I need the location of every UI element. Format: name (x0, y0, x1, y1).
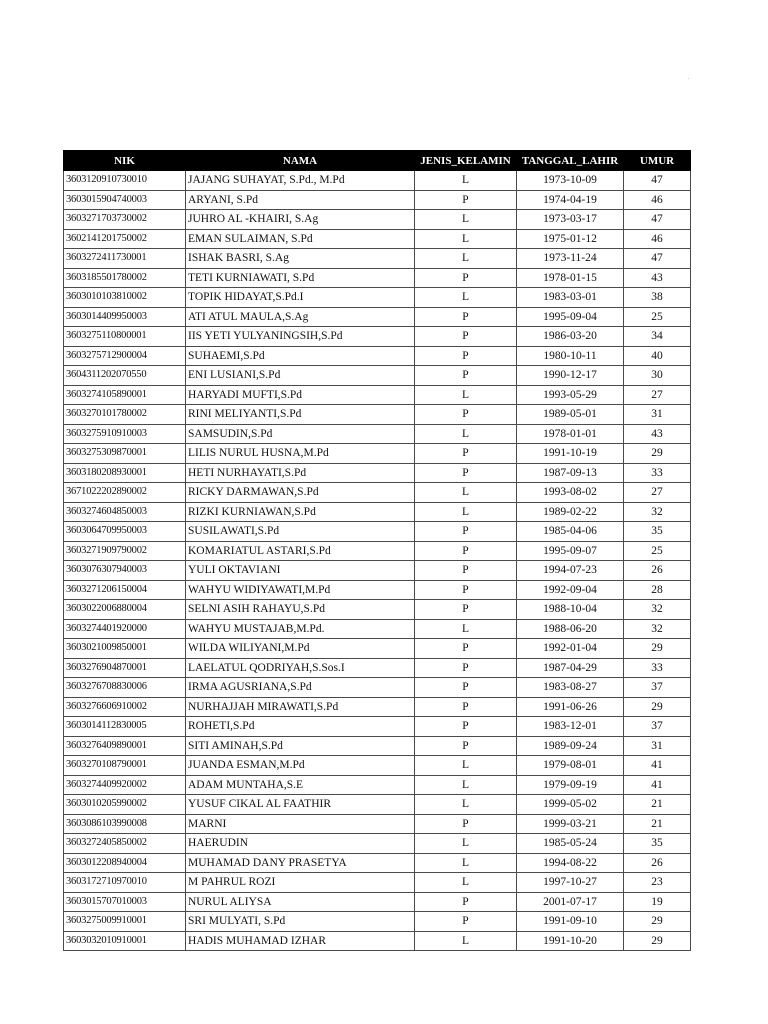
cell-umur: 37 (624, 678, 691, 698)
table-row (64, 210, 691, 230)
cell-tanggal-lahir: 1990-12-17 (517, 366, 624, 386)
table-row (64, 288, 691, 308)
cell-nama: HAERUDIN (186, 834, 415, 854)
cell-tanggal-lahir: 1983-03-01 (517, 288, 624, 308)
cell-umur: 29 (624, 912, 691, 932)
cell-jenis-kelamin: P (415, 444, 517, 464)
table-row (64, 268, 691, 288)
cell-nik: 3603271909790002 (64, 541, 186, 561)
cell-nama: TETI KURNIAWATI, S.Pd (186, 268, 415, 288)
cell-umur: 41 (624, 756, 691, 776)
cell-nama: ADAM MUNTAHA,S.E (186, 775, 415, 795)
cell-nik: 3603270108790001 (64, 756, 186, 776)
cell-nama: HETI NURHAYATI,S.Pd (186, 463, 415, 483)
cell-nama: SITI AMINAH,S.Pd (186, 736, 415, 756)
cell-nama: EMAN SULAIMAN, S.Pd (186, 229, 415, 249)
table-row (64, 619, 691, 639)
cell-umur: 25 (624, 541, 691, 561)
cell-jenis-kelamin: L (415, 249, 517, 269)
cell-jenis-kelamin: P (415, 639, 517, 659)
table-row (64, 931, 691, 951)
cell-nik: 3603274105890001 (64, 385, 186, 405)
cell-nik: 3603274401920000 (64, 619, 186, 639)
table-header (64, 151, 691, 171)
cell-nik: 3603014409950003 (64, 307, 186, 327)
cell-nama: ISHAK BASRI, S.Ag (186, 249, 415, 269)
table-row (64, 658, 691, 678)
cell-umur: 32 (624, 600, 691, 620)
cell-nama: NURHAJJAH MIRAWATI,S.Pd (186, 697, 415, 717)
cell-tanggal-lahir: 1973-11-24 (517, 249, 624, 269)
cell-nama: SUHAEMI,S.Pd (186, 346, 415, 366)
table-row (64, 756, 691, 776)
table-row (64, 463, 691, 483)
cell-nama: ATI ATUL MAULA,S.Ag (186, 307, 415, 327)
cell-jenis-kelamin: P (415, 736, 517, 756)
cell-jenis-kelamin: L (415, 483, 517, 503)
cell-nama: MUHAMAD DANY PRASETYA (186, 853, 415, 873)
cell-jenis-kelamin: P (415, 268, 517, 288)
cell-nik: 3603276904870001 (64, 658, 186, 678)
cell-jenis-kelamin: P (415, 814, 517, 834)
cell-nik: 3603180208930001 (64, 463, 186, 483)
stray-mark (688, 78, 689, 79)
cell-jenis-kelamin: P (415, 522, 517, 542)
cell-jenis-kelamin: P (415, 463, 517, 483)
table-row (64, 639, 691, 659)
cell-tanggal-lahir: 1999-05-02 (517, 795, 624, 815)
cell-jenis-kelamin: L (415, 853, 517, 873)
cell-umur: 41 (624, 775, 691, 795)
cell-umur: 43 (624, 424, 691, 444)
cell-jenis-kelamin: L (415, 756, 517, 776)
table-row (64, 580, 691, 600)
cell-nik: 3603275110800001 (64, 327, 186, 347)
cell-tanggal-lahir: 1997-10-27 (517, 873, 624, 893)
header-tanggal-lahir: TANGGAL_LAHIR (517, 151, 624, 171)
cell-tanggal-lahir: 1983-08-27 (517, 678, 624, 698)
cell-jenis-kelamin: P (415, 717, 517, 737)
cell-umur: 31 (624, 736, 691, 756)
table-row (64, 366, 691, 386)
cell-umur: 25 (624, 307, 691, 327)
cell-nik: 3603275712900004 (64, 346, 186, 366)
cell-nama: HADIS MUHAMAD IZHAR (186, 931, 415, 951)
table-row (64, 834, 691, 854)
table-row (64, 385, 691, 405)
cell-nama: WILDA WILIYANI,M.Pd (186, 639, 415, 659)
cell-tanggal-lahir: 1987-04-29 (517, 658, 624, 678)
cell-nama: NURUL ALIYSA (186, 892, 415, 912)
cell-tanggal-lahir: 1992-01-04 (517, 639, 624, 659)
cell-jenis-kelamin: L (415, 210, 517, 230)
table-row (64, 717, 691, 737)
cell-jenis-kelamin: P (415, 658, 517, 678)
cell-tanggal-lahir: 1993-05-29 (517, 385, 624, 405)
cell-umur: 47 (624, 249, 691, 269)
cell-nama: RIZKI KURNIAWAN,S.Pd (186, 502, 415, 522)
table-row (64, 483, 691, 503)
cell-nama: SAMSUDIN,S.Pd (186, 424, 415, 444)
cell-umur: 35 (624, 522, 691, 542)
cell-tanggal-lahir: 1991-10-19 (517, 444, 624, 464)
cell-tanggal-lahir: 1973-10-09 (517, 171, 624, 191)
table-row (64, 892, 691, 912)
cell-nama: SUSILAWATI,S.Pd (186, 522, 415, 542)
cell-nama: SELNI ASIH RAHAYU,S.Pd (186, 600, 415, 620)
cell-tanggal-lahir: 1989-02-22 (517, 502, 624, 522)
table-row (64, 307, 691, 327)
cell-umur: 46 (624, 229, 691, 249)
cell-nama: MARNI (186, 814, 415, 834)
table-row (64, 327, 691, 347)
table-row (64, 873, 691, 893)
cell-jenis-kelamin: P (415, 327, 517, 347)
cell-umur: 37 (624, 717, 691, 737)
cell-nik: 3603021009850001 (64, 639, 186, 659)
table-row (64, 522, 691, 542)
table-row (64, 814, 691, 834)
cell-nama: ENI LUSIANI,S.Pd (186, 366, 415, 386)
cell-umur: 32 (624, 502, 691, 522)
cell-nama: RICKY DARMAWAN,S.Pd (186, 483, 415, 503)
table-row (64, 405, 691, 425)
cell-nik: 3603274604850003 (64, 502, 186, 522)
table-row (64, 502, 691, 522)
cell-nik: 3603272411730001 (64, 249, 186, 269)
cell-nik: 3603010103810002 (64, 288, 186, 308)
cell-jenis-kelamin: L (415, 502, 517, 522)
cell-umur: 46 (624, 190, 691, 210)
cell-nama: JAJANG SUHAYAT, S.Pd., M.Pd (186, 171, 415, 191)
table-body (64, 171, 691, 951)
cell-nama: YUSUF CIKAL AL FAATHIR (186, 795, 415, 815)
table-row (64, 775, 691, 795)
cell-tanggal-lahir: 1993-08-02 (517, 483, 624, 503)
cell-jenis-kelamin: P (415, 190, 517, 210)
header-nama: NAMA (186, 151, 415, 171)
cell-umur: 29 (624, 639, 691, 659)
cell-jenis-kelamin: L (415, 775, 517, 795)
table-row (64, 444, 691, 464)
cell-tanggal-lahir: 1999-03-21 (517, 814, 624, 834)
cell-tanggal-lahir: 2001-07-17 (517, 892, 624, 912)
cell-jenis-kelamin: L (415, 931, 517, 951)
cell-umur: 28 (624, 580, 691, 600)
cell-umur: 29 (624, 931, 691, 951)
cell-nik: 3603064709950003 (64, 522, 186, 542)
cell-nik: 3603032010910001 (64, 931, 186, 951)
cell-umur: 27 (624, 385, 691, 405)
header-nik: NIK (64, 151, 186, 171)
header-jenis-kelamin: JENIS_KELAMIN (415, 151, 517, 171)
cell-jenis-kelamin: P (415, 346, 517, 366)
table-row (64, 171, 691, 191)
table-row (64, 346, 691, 366)
cell-tanggal-lahir: 1989-05-01 (517, 405, 624, 425)
cell-nama: JUANDA ESMAN,M.Pd (186, 756, 415, 776)
cell-tanggal-lahir: 1975-01-12 (517, 229, 624, 249)
cell-jenis-kelamin: L (415, 424, 517, 444)
cell-umur: 26 (624, 853, 691, 873)
cell-umur: 31 (624, 405, 691, 425)
cell-tanggal-lahir: 1979-09-19 (517, 775, 624, 795)
cell-umur: 21 (624, 795, 691, 815)
cell-umur: 30 (624, 366, 691, 386)
cell-nik: 3603275910910003 (64, 424, 186, 444)
table-row (64, 561, 691, 581)
cell-nik: 3603275309870001 (64, 444, 186, 464)
cell-umur: 29 (624, 697, 691, 717)
cell-nama: HARYADI MUFTI,S.Pd (186, 385, 415, 405)
cell-jenis-kelamin: L (415, 385, 517, 405)
cell-tanggal-lahir: 1985-05-24 (517, 834, 624, 854)
table-row (64, 736, 691, 756)
cell-nama: ARYANI, S.Pd (186, 190, 415, 210)
cell-umur: 27 (624, 483, 691, 503)
table-row (64, 795, 691, 815)
cell-tanggal-lahir: 1980-10-11 (517, 346, 624, 366)
table-row (64, 424, 691, 444)
cell-nama: JUHRO AL -KHAIRI, S.Ag (186, 210, 415, 230)
cell-jenis-kelamin: P (415, 541, 517, 561)
cell-tanggal-lahir: 1983-12-01 (517, 717, 624, 737)
table-row (64, 678, 691, 698)
cell-nik: 3671022202890002 (64, 483, 186, 503)
cell-tanggal-lahir: 1989-09-24 (517, 736, 624, 756)
header-umur: UMUR (624, 151, 691, 171)
cell-umur: 32 (624, 619, 691, 639)
cell-nik: 3603276606910002 (64, 697, 186, 717)
cell-tanggal-lahir: 1988-10-04 (517, 600, 624, 620)
cell-umur: 38 (624, 288, 691, 308)
cell-tanggal-lahir: 1992-09-04 (517, 580, 624, 600)
cell-nik: 3604311202070550 (64, 366, 186, 386)
cell-tanggal-lahir: 1991-09-10 (517, 912, 624, 932)
cell-jenis-kelamin: P (415, 366, 517, 386)
table-row (64, 853, 691, 873)
cell-umur: 47 (624, 171, 691, 191)
table-row (64, 190, 691, 210)
cell-nik: 3603014112830005 (64, 717, 186, 737)
cell-umur: 21 (624, 814, 691, 834)
cell-tanggal-lahir: 1986-03-20 (517, 327, 624, 347)
cell-nama: YULI OKTAVIANI (186, 561, 415, 581)
cell-nik: 3603276708830006 (64, 678, 186, 698)
cell-umur: 40 (624, 346, 691, 366)
cell-jenis-kelamin: L (415, 619, 517, 639)
table-row (64, 229, 691, 249)
cell-jenis-kelamin: P (415, 912, 517, 932)
cell-nama: WAHYU MUSTAJAB,M.Pd. (186, 619, 415, 639)
cell-nik: 3603274409920002 (64, 775, 186, 795)
cell-nik: 3603086103990008 (64, 814, 186, 834)
cell-jenis-kelamin: L (415, 795, 517, 815)
cell-nama: SRI MULYATI, S.Pd (186, 912, 415, 932)
cell-nama: ROHETI,S.Pd (186, 717, 415, 737)
cell-jenis-kelamin: L (415, 873, 517, 893)
cell-nama: RINI MELIYANTI,S.Pd (186, 405, 415, 425)
cell-jenis-kelamin: L (415, 229, 517, 249)
table-row (64, 541, 691, 561)
cell-nik: 3603271206150004 (64, 580, 186, 600)
cell-umur: 43 (624, 268, 691, 288)
cell-tanggal-lahir: 1988-06-20 (517, 619, 624, 639)
cell-tanggal-lahir: 1985-04-06 (517, 522, 624, 542)
cell-nik: 3603271703730002 (64, 210, 186, 230)
table-row (64, 600, 691, 620)
cell-umur: 29 (624, 444, 691, 464)
cell-nik: 3603015904740003 (64, 190, 186, 210)
cell-nik: 3603276409890001 (64, 736, 186, 756)
cell-tanggal-lahir: 1973-03-17 (517, 210, 624, 230)
cell-nik: 3603275009910001 (64, 912, 186, 932)
cell-tanggal-lahir: 1991-10-20 (517, 931, 624, 951)
header-row (64, 151, 691, 171)
cell-jenis-kelamin: P (415, 697, 517, 717)
cell-nik: 3603172710970010 (64, 873, 186, 893)
cell-umur: 26 (624, 561, 691, 581)
cell-nik: 3602141201750002 (64, 229, 186, 249)
cell-jenis-kelamin: L (415, 834, 517, 854)
cell-jenis-kelamin: P (415, 561, 517, 581)
cell-nama: TOPIK HIDAYAT,S.Pd.I (186, 288, 415, 308)
cell-nik: 3603015707010003 (64, 892, 186, 912)
cell-tanggal-lahir: 1978-01-15 (517, 268, 624, 288)
cell-jenis-kelamin: L (415, 171, 517, 191)
cell-nama: KOMARIATUL ASTARI,S.Pd (186, 541, 415, 561)
cell-umur: 34 (624, 327, 691, 347)
table-row (64, 912, 691, 932)
cell-tanggal-lahir: 1994-07-23 (517, 561, 624, 581)
cell-umur: 35 (624, 834, 691, 854)
cell-nama: WAHYU WIDIYAWATI,M.Pd (186, 580, 415, 600)
cell-nik: 3603012208940004 (64, 853, 186, 873)
cell-umur: 47 (624, 210, 691, 230)
cell-tanggal-lahir: 1978-01-01 (517, 424, 624, 444)
cell-tanggal-lahir: 1974-04-19 (517, 190, 624, 210)
cell-nama: M PAHRUL ROZI (186, 873, 415, 893)
cell-tanggal-lahir: 1995-09-04 (517, 307, 624, 327)
cell-nama: LAELATUL QODRIYAH,S.Sos.I (186, 658, 415, 678)
cell-nik: 3603120910730010 (64, 171, 186, 191)
cell-umur: 33 (624, 463, 691, 483)
cell-nik: 3603022006880004 (64, 600, 186, 620)
cell-jenis-kelamin: P (415, 600, 517, 620)
cell-tanggal-lahir: 1987-09-13 (517, 463, 624, 483)
cell-jenis-kelamin: P (415, 405, 517, 425)
cell-nama: LILIS NURUL HUSNA,M.Pd (186, 444, 415, 464)
cell-nik: 3603272405850002 (64, 834, 186, 854)
cell-umur: 33 (624, 658, 691, 678)
cell-nama: IRMA AGUSRIANA,S.Pd (186, 678, 415, 698)
cell-jenis-kelamin: P (415, 678, 517, 698)
cell-umur: 19 (624, 892, 691, 912)
cell-nik: 3603076307940003 (64, 561, 186, 581)
table-row (64, 249, 691, 269)
cell-jenis-kelamin: L (415, 288, 517, 308)
cell-tanggal-lahir: 1991-06-26 (517, 697, 624, 717)
cell-tanggal-lahir: 1979-08-01 (517, 756, 624, 776)
cell-nik: 3603185501780002 (64, 268, 186, 288)
cell-nama: IIS YETI YULYANINGSIH,S.Pd (186, 327, 415, 347)
cell-jenis-kelamin: P (415, 892, 517, 912)
employee-table (63, 150, 691, 951)
cell-tanggal-lahir: 1995-09-07 (517, 541, 624, 561)
cell-umur: 23 (624, 873, 691, 893)
cell-jenis-kelamin: P (415, 580, 517, 600)
cell-nik: 3603010205990002 (64, 795, 186, 815)
cell-tanggal-lahir: 1994-08-22 (517, 853, 624, 873)
cell-nik: 3603270101780002 (64, 405, 186, 425)
table-row (64, 697, 691, 717)
cell-jenis-kelamin: P (415, 307, 517, 327)
